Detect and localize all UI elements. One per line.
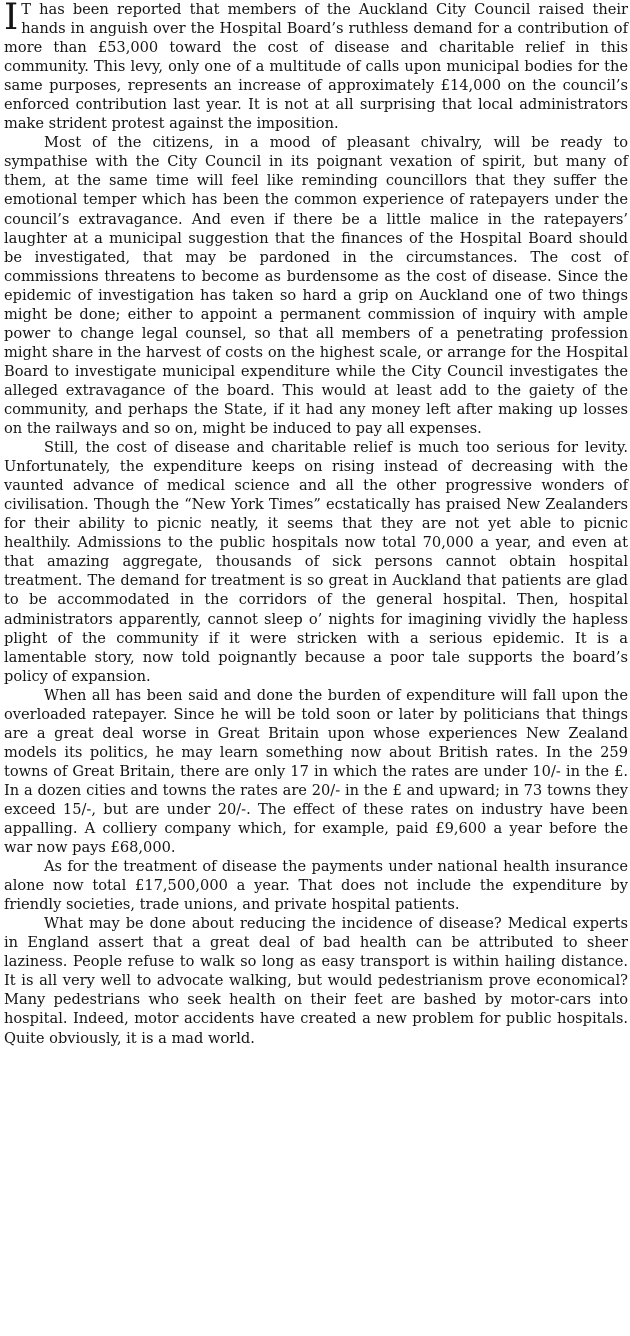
article-paragraph-2: Most of the citizens, in a mood of pleasant chivalry, will be ready to sympathise with the City Council in its poignant vexation of spirit, but many of them, at the same time will feel like reminding councillors that they suffer the emotional temper which has been the common experience of ratepayers under the council’s extravagance. And even if there be a little malice in the ratepayers’ laughter at a municipal suggestion that the finances of the Hospital Board should be investigated, that may be pardoned in the circumstances. The cost of commissions threatens to become as burdensome as the cost of disease. Since the epidemic of investigation has taken so hard a grip on Auckland one of two things might be done; either to appoint a permanent commission of inquiry with ample power to change legal counsel, so that all members of a penetrating profession might share in the harvest of costs on the highest scale, or arrange for the Hospital Board to investigate municipal expenditure while the City Council investigates the alleged extravagance of the board. This would at least add to the gaiety of the community, and perhaps the State, if it had any money left after making up losses on the railways and so on, might be induced to pay all expenses.	[4, 134, 628, 438]
article-paragraph-4: When all has been said and done the burden of expenditure will fall upon the overloaded ratepayer. Since he will be told soon or later by politicians that things are a great deal worse in Great Britain upon whose experiences New Zealand models its politics, he may learn something now about British rates. In the 259 towns of Great Britain, there are only 17 in which the rates are under 10/- in the £. In a dozen cities and towns the rates are 20/- in the £ and upward; in 73 towns they exceed 15/-, but are under 20/-. The effect of these rates on industry have been appalling. A colliery company which, for example, paid £9,600 a year before the war now pays £68,000.	[4, 686, 628, 857]
article-paragraph-5: As for the treatment of disease the payments under national health insurance alone now total £17,500,000 a year. That does not include the expenditure by friendly societies, trade unions, and private hospital patients.	[4, 858, 628, 914]
drop-cap: I	[4, 0, 19, 38]
article-paragraph-3: Still, the cost of disease and charitable relief is much too serious for levity. Unfortunately, the expenditure keeps on rising instead of decreasing with the vaunted advance of medical science and all the other progressive wonders of civilisation. Though the “New York Times” ecstatically has praised New Zealanders for their ability to picnic neatly, it seems that they are not yet able to picnic healthily. Admissions to the public hospitals now total 70,000 a year, and even at that amazing aggregate, thousands of sick persons cannot obtain hospital treatment. The demand for treatment is so great in Auckland that patients are glad to be accommodated in the corridors of the general hospital. Then, hospital administrators apparently, cannot sleep o’ nights for imagining vividly the hapless plight of the community if it were stricken with a serious epidemic. It is a lamentable story, now told poignantly because a poor tale supports the board’s policy of expansion.	[4, 439, 628, 685]
paragraph-text-1: T has been reported that members of the Auckland City Council raised their hands in anguish over the Hospital Board’s ruthless demand for a contribution of more than £53,000 toward the cost of disease and charitable relief in this community. This levy, only one of a multitude of calls upon municipal bodies for the same purposes, represents an increase of approximately £14,000 on the council’s enforced contribution last year. It is not at all surprising that local administrators make strident protest against the imposition.	[4, 1, 628, 133]
article-paragraph-6: What may be done about reducing the incidence of disease? Medical experts in England assert that a great deal of bad health can be attributed to sheer laziness. People refuse to walk so long as easy transport is within hailing distance. It is all very well to advocate walking, but would pedestrianism prove economical? Many pedestrians who seek health on their feet are bashed by motor-cars into hospital. Indeed, motor accidents have created a new problem for public hospitals. Quite obviously, it is a mad world.	[4, 915, 628, 1047]
article-paragraph-1	[4, 0, 628, 133]
newspaper-article	[4, 0, 628, 1048]
